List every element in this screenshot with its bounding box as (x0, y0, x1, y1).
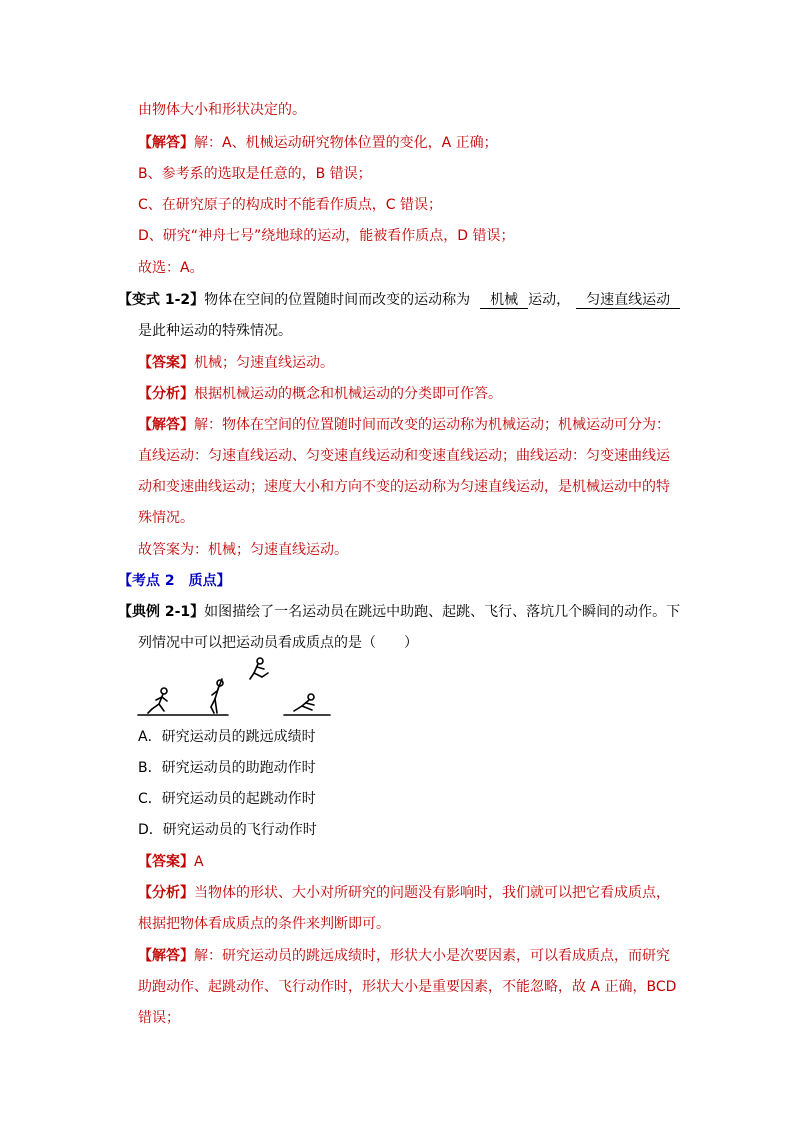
text-line: 故答案为：机械；匀速直线运动。 (138, 542, 348, 558)
answer-line (138, 852, 204, 872)
takeoff-figure (211, 679, 223, 713)
section-heading: 【考点 2 质点】 (118, 573, 231, 589)
flight-figure (250, 658, 268, 679)
answer-text: A (194, 854, 204, 870)
question-text: 物体在空间的位置随时间而改变的运动称为 (204, 292, 471, 308)
option-b: B．研究运动员的助跑动作时 (138, 760, 316, 776)
analysis-line (138, 883, 670, 903)
text-line: 根据把物体看成质点的条件来判断即可。 (138, 916, 390, 932)
analysis-line (138, 384, 502, 404)
option-c: C．研究运动员的起跳动作时 (138, 791, 316, 807)
example-tag: 【典例 2-1】 (118, 604, 205, 620)
solution-line (138, 133, 498, 153)
variant-tag: 【变式 1-2】 (118, 292, 205, 308)
landing-figure (294, 694, 314, 711)
solution-text: 解：A、机械运动研究物体位置的变化，A 正确； (194, 135, 498, 151)
solution-tag: 【解答】 (138, 417, 194, 433)
answer-line (138, 353, 334, 373)
runner-figure (148, 688, 167, 713)
answer-text: 机械；匀速直线运动。 (194, 355, 334, 371)
answer-tag: 【答案】 (138, 355, 194, 371)
solution-text: 解：研究运动员的跳远成绩时，形状大小是次要因素，可以看成质点，而研究 (194, 948, 670, 964)
analysis-text: 根据机械运动的概念和机械运动的分类即可作答。 (194, 386, 502, 402)
text-line: C、在研究原子的构成时不能看作质点，C 错误； (138, 197, 442, 213)
text-line: 错误； (138, 1010, 180, 1026)
text-line: 由物体大小和形状决定的。 (138, 102, 306, 118)
solution-line (138, 946, 670, 966)
question-text: 运动， (528, 292, 571, 308)
solution-tag: 【解答】 (138, 948, 194, 964)
question-line (118, 290, 680, 310)
solution-line (138, 415, 670, 435)
option-a: A．研究运动员的跳远成绩时 (138, 729, 316, 745)
answer-tag: 【答案】 (138, 854, 194, 870)
text-line: 故选：A。 (138, 260, 204, 276)
question-line: 是此种运动的特殊情况。 (138, 323, 292, 339)
solution-tag: 【解答】 (138, 135, 194, 151)
question-text: 如图描绘了一名运动员在跳远中助跑、起跳、飞行、落坑几个瞬间的动作。下 (204, 604, 681, 620)
question-line (118, 602, 680, 622)
text-line: 助跑动作、起跳动作、飞行动作时，形状大小是重要因素，不能忽略，故 A 正确，BCD (138, 979, 677, 995)
analysis-tag: 【分析】 (138, 386, 194, 402)
text-line: 直线运动：匀速直线运动、匀变速直线运动和变速直线运动；曲线运动：匀变速曲线运 (138, 448, 670, 464)
solution-text: 解：物体在空间的位置随时间而改变的运动称为机械运动；机械运动可分为： (194, 417, 670, 433)
text-line: 动和变速曲线运动；速度大小和方向不变的运动称为匀速直线运动，是机械运动中的特 (138, 479, 670, 495)
question-line: 列情况中可以把运动员看成质点的是（ ） (138, 635, 418, 651)
text-line: B、参考系的选取是任意的，B 错误； (138, 166, 372, 182)
text-line: 殊情况。 (138, 510, 194, 526)
text-line: D、研究“神舟七号”绕地球的运动，能被看作质点，D 错误； (138, 228, 515, 244)
answer-blank: 机械 (480, 292, 528, 309)
option-d: D．研究运动员的飞行动作时 (138, 822, 317, 838)
long-jump-figure (136, 655, 336, 721)
analysis-text: 当物体的形状、大小对所研究的问题没有影响时，我们就可以把它看成质点， (194, 885, 670, 901)
analysis-tag: 【分析】 (138, 885, 194, 901)
answer-blank: 匀速直线运动 (576, 292, 680, 309)
